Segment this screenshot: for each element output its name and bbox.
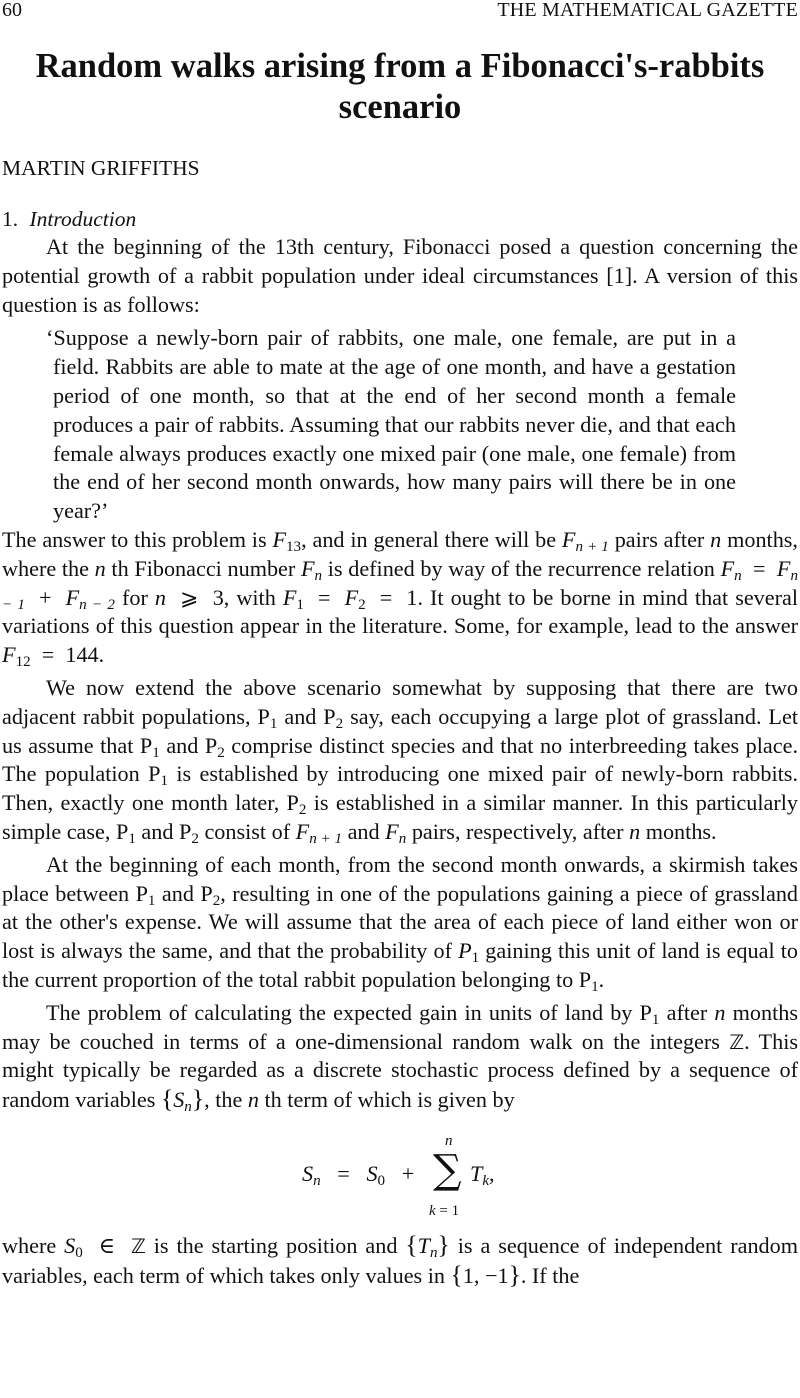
summation-symbol: ∑ (433, 1146, 462, 1193)
paragraph-skirmish: At the beginning of each month, from the second month onwards, a skirmish takes place between $P_1$ and $P_2$, resulting in one of the populations gaining a piece of grassland at the other's expense. We will assume that the area of each piece of land either won or lost is always the same, and that the probability of $P_1$ gaining this unit of land is equal to the current proportion of the total rabbit population belonging to $P_1$. (2, 851, 799, 996)
section-number: 1. (2, 207, 19, 231)
running-head (2, 0, 798, 26)
sum-upper-limit: n (445, 1132, 453, 1149)
section-heading (2, 205, 798, 233)
equation-lhs: $S_n$ = $S_0$ + (302, 1160, 415, 1190)
equation-summand: $T_k$, (470, 1160, 495, 1190)
page-number: 60 (2, 0, 22, 21)
paragraph-answer: The answer to this problem is $F_{13}$, and in general there will be $F_{n + 1}$ pairs after n months, where the n th Fibonacci number $F_n$ is defined by way of the recurrence relation $F_n = F_{n - 1} + F_{n - 2}$ for n ⩾ 3, with $F_1 = F_2 = 1$. It ought to be borne in mind that several variations of this question appear in the literature. Some, for example, lead to the answer $F_{12} = 144$. (2, 526, 799, 671)
journal-page (2, 0, 798, 1291)
display-equation (2, 1121, 798, 1231)
author-name: MARTIN GRIFFITHS (2, 156, 200, 180)
paragraph-random-walk: The problem of calculating the expected gain in units of land by $P_1$ after n months may be couched in terms of a one-dimensional random walk on the integers ℤ. This might typically be regarded as a discrete stochastic process defined by a sequence of random variables $\{S_n\}$, the n th term of which is given by (2, 999, 798, 1116)
paragraph-where: where $S_0$ ∈ ℤ is the starting position and $\{T_n\}$ is a sequence of independent random variables, each term of which takes only values in {1, −1}. If the (2, 1229, 799, 1289)
journal-name: THE MATHEMATICAL GAZETTE (497, 0, 798, 21)
block-quote: ‘Suppose a newly-born pair of rabbits, one male, one female, are put in a field. Rabbits are able to mate at the age of one month, and have a gestation period of one month, so that at the end of her second month a female produces a pair of rabbits. Assuming that our rabbits never die, and that each female always produces exactly one mixed pair (one male, one female) from the end of her second month onwards, how many pairs will there be in one year?’ (46, 325, 736, 524)
section-title: Introduction (29, 207, 137, 231)
paragraph-intro: At the beginning of the 13th century, Fibonacci posed a question concerning the potential growth of a rabbit population under ideal circumstances [1]. A version of this question is as follows: (2, 234, 798, 317)
sum-lower-limit: k = 1 (429, 1202, 460, 1219)
article-title: Random walks arising from a Fibonacci's-rabbits scenario (35, 47, 765, 126)
paragraph-two-populations: We now extend the above scenario somewhat by supposing that there are two adjacent rabbit populations, $P_1$ and $P_2$ say, each occupying a large plot of grassland. Let us assume that $P_1$ and $P_2$ comprise distinct species and that no interbreeding takes place. The population $P_1$ is established by introducing one mixed pair of newly-born rabbits. Then, exactly one month later, $P_2$ is established in a similar manner. In this particularly simple case, $P_1$ and $P_2$ consist of $F_{n + 1}$ and $F_n$ pairs, respectively, after n months. (2, 674, 799, 848)
